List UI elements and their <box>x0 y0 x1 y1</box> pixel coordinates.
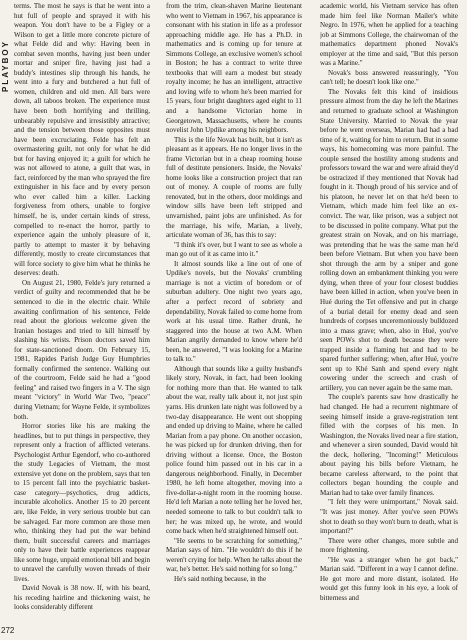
paragraph: from the trim, clean-shaven Marine lieutenant who went to Vietnam in 1967, his appearance is consonant with his station in life as a professor approaching middle age. He has a Ph.D. in mathematics and is coming up for tenure at Simmons College, an exclusive women's school in Boston; he has a contract to write three textbooks that will earn a modest but steady royalty income; he has an intelligent, attractive and loving wife to whom he's been married for 15 years, four bright daughters aged eight to 11 and a handsome Victorian home in Georgetown, Massachusetts, where he counts novelist John Updike among his neighbors. <box>166 2 302 135</box>
paragraph: "I felt they were unimportant," Novak said. "It was just money. After you've seen POWs shot to death so they won't burn to death, what is important?" <box>320 498 458 536</box>
paragraph: "I think it's over, but I want to see as whole a man go out of it as came into it." <box>166 240 302 259</box>
page-number: 272 <box>1 626 15 635</box>
paragraph: Although that sounds like a guilty husband's likely story, Novak, in fact, had been looking for nothing more than that. He wanted to talk about the war, really talk about it, not just spin yarns. His drunken late night was followed by a two-day disappearance. He went out shopping and ended up driving to Maine, where he called Marian from a pay phone. On another occasion, he was picked up for drunken driving, then for driving without a license. Once, the Boston police found him passed out in his car in a dangerous neighborhood. Finally, in December 1980, he left home altogether, moving into a five-dollar-a-night room in the rooming house. He'd left Marian a note telling her he loved her, needed someone to talk to but couldn't talk to her; he was mixed up, he wrote, and would come back when he'd straightened himself out. <box>166 364 302 536</box>
paragraph: Novak's boss answered reassuringly, "You can't tell; he doesn't look like one." <box>320 68 458 87</box>
paragraph: terms. The most he says is that he went into a hut full of people and sprayed it with his weapon. You don't have to be a Figley or a Wilson to get a little more concrete picture of what Felde did and why: Having been in combat seven months, having just been under mortar and sniper fire, having just had a buddy's intestines slip through his hands, he went into a fury and butchered a hut full of women, children and old men. All bars were down, all taboos broken. The experience must have been both horrifying and thrilling, unbearably repulsive and irresistibly attractive; and the tension between those opposites must have been excruciating. Felde has felt an overmastering guilt, not only for what he did but for having enjoyed it; a guilt for which he was not allowed to atone, a guilt that was, in fact, reinforced by the man who sprayed the fire extinguisher in his face and by every person who ever called him a killer. Lacking forgiveness from others, unable to forgive himself, he is, under certain kinds of stress, compelled to re-enact the horror, partly to experience again the unholy pleasure of it, partly to attempt to master it by behaving differently, mostly to create circumstances that will force society to give him what he thinks he deserves: death. <box>14 2 150 278</box>
paragraph: academic world, his Vietnam service has often made him feel like Norman Mailer's white Negro. In 1976, when he applied for a teaching job at Simmons College, the chairwoman of the mathematics department phoned Novak's employer at the time and said, "But this person was a Marine." <box>320 2 458 68</box>
text-column-2 <box>166 2 302 636</box>
paragraph: Horror stories like his are making the headlines, but to put things in perspective, they represent only a fraction of afflicted veterans. Psychologist Arthur Egendorf, who co-authored the study Legacies of Vietnam, the most extensive yet done on the problem, says that ten to 15 percent fall into the psychiatric basket-case category—psychotics, drug addicts, incurable alcoholics. Another 15 to 20 percent are, like Felde, in very serious trouble but can be salvaged. Far more common are those men who, thinking they had put the war behind them, built successful careers and marriages only to have their battle experiences reappear like some huge, unpaid emotional bill and begin to unravel the carefully woven threads of their lives. <box>14 422 150 583</box>
paragraph: There were other changes, more subtle and more frightening. <box>320 536 458 555</box>
paragraph: David Novak is 38 now. If, with his beard, his receding hairline and thickening waist, he looks considerably different <box>14 584 150 612</box>
paragraph: "He was a stranger when he got back," Marian said. "Different in a way I cannot define. He got more and more distant, isolated. He would get this funny look in his eye, a look of bitterness and <box>320 555 458 602</box>
paragraph: The couple's parents saw how drastically he had changed. He had a recurrent nightmare of seeing himself inside a grave-registration tent filled with the corpses of his men. In Washington, the Novaks lived near a fire station, and whenever a siren sounded, David would hit the deck, hollering, "Incoming!" Meticulous about paying his bills before Vietnam, he became careless afterward, to the point that collectors began hounding the couple and Marian had to take over family finances. <box>320 393 458 497</box>
paragraph: It almost sounds like a line out of one of Updike's novels, but the Novaks' crumbling marriage is not a victim of boredom or of suburban adultery. One night two years ago, after a perfect record of sobriety and dependability, Novak failed to come home from work at his usual time. Rather drunk, he staggered into the house at two A.M. When Marian angrily demanded to know where he'd been, he answered, "I was looking for a Marine to talk to." <box>166 259 302 364</box>
text-column-3 <box>320 2 458 636</box>
paragraph: On August 21, 1980, Felde's jury returned a verdict of guilty and recommended that he be sentenced to die in the electric chair. While awaiting confirmation of his sentence, Felde read about the glorious welcome given the Iranian hostages and tried to kill himself by slashing his wrists. Prison doctors saved him for state-sanctioned doom. On February 15, 1981, Rapides Parish Judge Guy Humphries formally confirmed the sentence. Walking out of the courtroom, Felde said he had a "good feeling" and raised two fingers in a V. The sign meant "victory" in World War Two, "peace" during Vietnam; for Wayne Felde, it symbolizes both. <box>14 278 150 421</box>
paragraph: "He seems to be scratching for something," Marian says of him. "He wouldn't do this if he weren't crying for help. When he talks about the war, he's better. He's said nothing for so long." <box>166 536 302 574</box>
paragraph: The Novaks felt this kind of insidious pressure almost from the day he left the Marines and returned to graduate school at Washington State University. Married to Novak the year before he went overseas, Marian had had a bad time of it, waiting for him to return. But in some ways, his homecoming was more painful. The couple sensed the hostility among students and professors toward the war and were afraid they'd be ostracized if they mentioned that Novak had fought in it. Though proud of his service and of his platoon, he never let on that he'd been to Vietnam, which made him feel like an ex-convict. The war, like prison, was a subject not to be discussed in polite company. What put the greatest strain on Novak, and on his marriage, was pretending that he was the same man he'd been before Vietnam. But when you have been shot through the arm by a sniper and gone rolling down an embankment thinking you were dying, when three of your four closest buddies have been killed in action, when you've been in Hué during the Tet offensive and put in charge of a burial detail for enemy dead and seen hundreds of corpses unceremoniously bulldozed into a mass grave; when, also in Hué, you've seen POWs shot to death because they were trapped inside a flaming hut and had to be spared further suffering; when, after Hué, you're sent up to Khé Sanh and spend every night cowering under the screech and crash of artillery, you can never again be the same man. <box>320 87 458 392</box>
paragraph: This is the life Novak has built, but it isn't as pleasant as it appears. He no longer lives in the frame Victorian but in a cheap rooming house full of destitute pensioners. Inside, the Novaks' home looks like a construction project that ran out of money. A couple of rooms are fully renovated, but in the others, door moldings and window sills have been left stripped and unvarnished, paint jobs are unfinished. As for the marriage, his wife, Marian, a lively, articulate woman of 36, has this to say: <box>166 135 302 240</box>
text-column-1 <box>14 2 150 636</box>
paragraph: He's said nothing because, in the <box>174 574 267 583</box>
magazine-side-title: PLAYBOY <box>1 40 10 92</box>
